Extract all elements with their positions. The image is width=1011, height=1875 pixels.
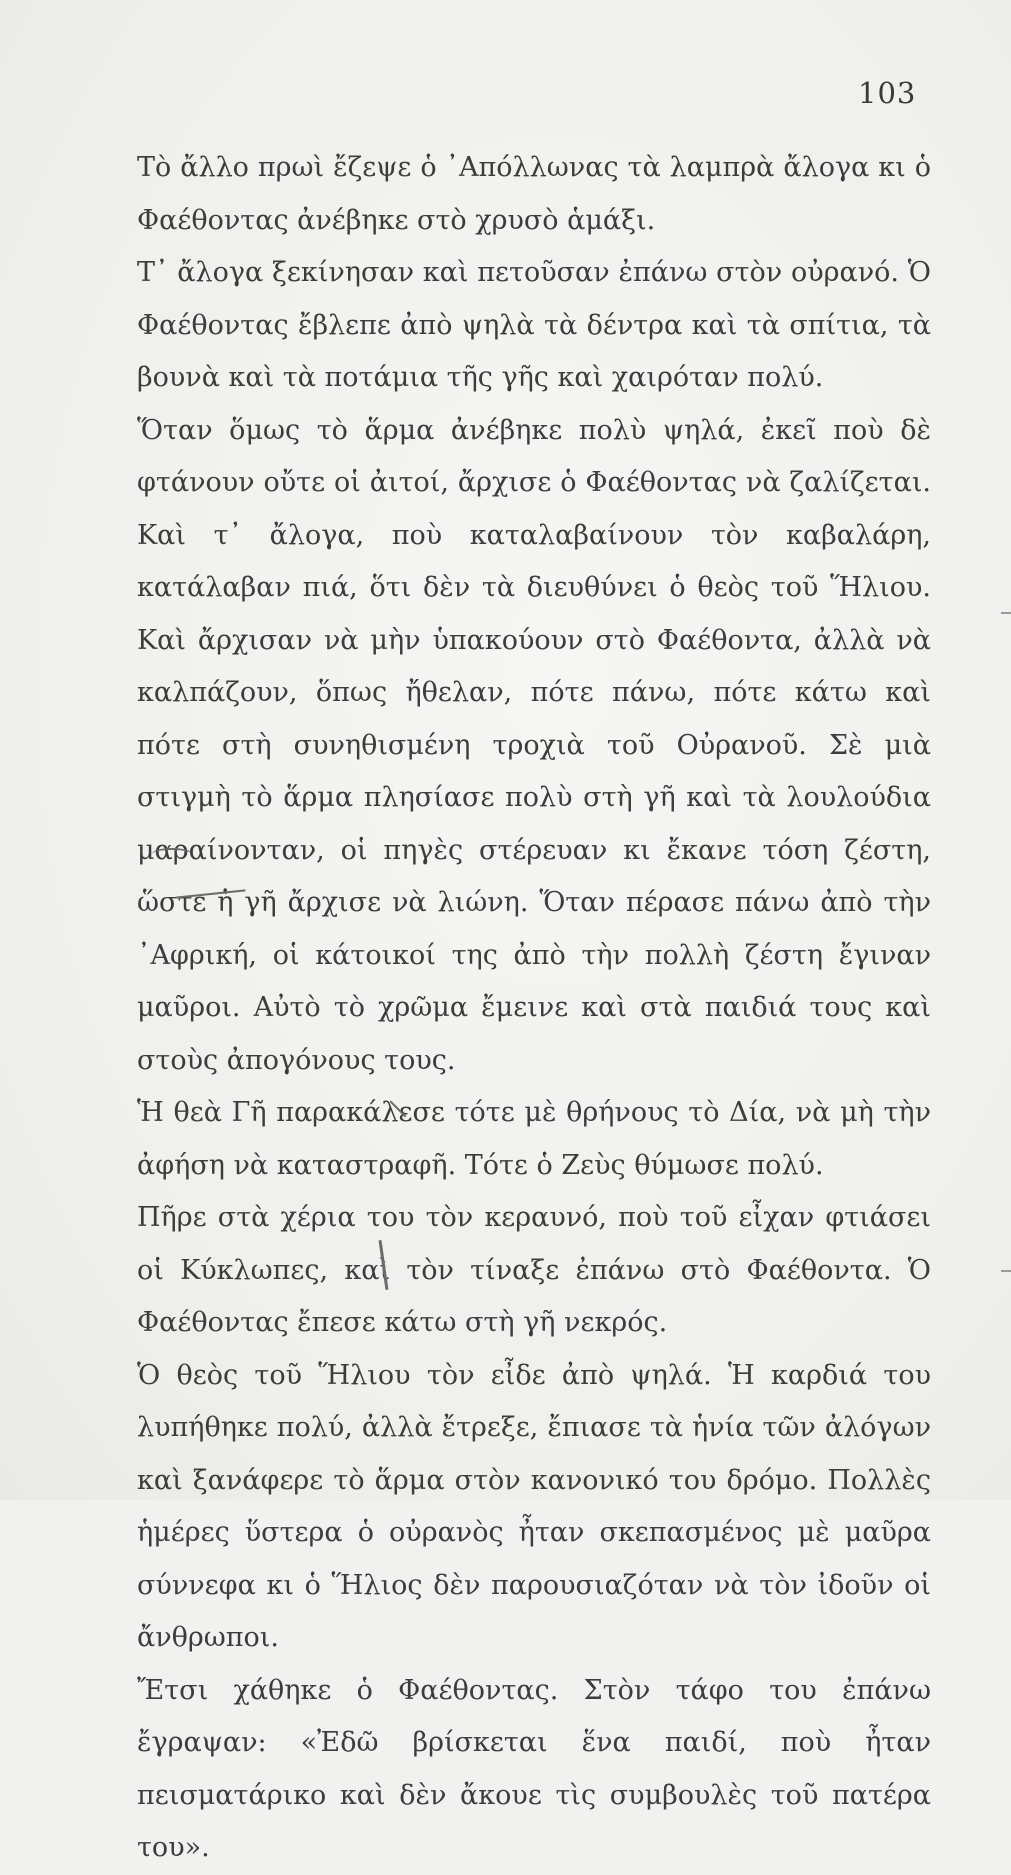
page-text bbox=[137, 142, 931, 1875]
paragraph: Ἡ θεὰ Γῆ παρακάλεσε τότε μὲ θρήνους τὸ Δία, νὰ μὴ τὴν ἀφήση νὰ καταστραφῆ. Τότε ὁ Ζεὺς θύμωσε πολύ. bbox=[137, 1097, 931, 1181]
paragraph: Πῆρε στὰ χέρια του τὸν κεραυνό, ποὺ τοῦ εἶχαν φτιάσει οἱ Κύκλωπες, καὶ τὸν τίναξε ἐπάνω στὸ Φαέθοντα. Ὁ Φαέθοντας ἔπεσε κάτω στὴ γῆ νεκρός. bbox=[137, 1202, 931, 1338]
paragraph: Ὁ θεὸς τοῦ Ἥλιου τὸν εἶδε ἀπὸ ψηλά. Ἡ καρδιά του λυπήθηκε πολύ, ἀλλὰ ἔτρεξε, ἔπιασε τὰ ἡνία τῶν ἀλόγων καὶ ξανάφερε τὸ ἅρμα στὸν κανονικό του δρόμο. Πολλὲς ἡμέρες ὕστερα ὁ οὐρανὸς ἦταν σκεπασμένος μὲ μαῦρα σύννεφα κι ὁ Ἥλιος δὲν παρουσιαζόταν νὰ τὸν ἰδοῦν οἱ ἄνθρωποι. bbox=[137, 1359, 931, 1653]
paragraph: Ἔτσι χάθηκε ὁ Φαέθοντας. Στὸν τάφο του ἐπάνω ἔγραψαν: «Ἐδῶ βρίσκεται ἕνα παιδί, ποὺ ἦταν πεισματάρικο καὶ δὲν ἄκουε τὶς συμβουλὲς τοῦ πατέρα του». bbox=[137, 1674, 931, 1863]
edge-mark bbox=[1001, 1270, 1011, 1272]
paragraph: Τ᾿ ἄλογα ξεκίνησαν καὶ πετοῦσαν ἐπάνω στὸν οὐρανό. Ὁ Φαέθοντας ἔβλεπε ἀπὸ ψηλὰ τὰ δέντρα καὶ τὰ σπίτια, τὰ βουνὰ καὶ τὰ ποτάμια τῆς γῆς καὶ χαιρόταν πολύ. bbox=[137, 257, 931, 393]
page-number: 103 bbox=[858, 76, 917, 110]
paragraph: Τὸ ἄλλο πρωὶ ἔζεψε ὁ ᾿Απόλλωνας τὰ λαμπρὰ ἄλογα κι ὁ Φαέθοντας ἀνέβηκε στὸ χρυσὸ ἁμάξι. bbox=[137, 152, 931, 236]
edge-mark bbox=[1001, 612, 1011, 614]
pencil-mark bbox=[152, 848, 192, 860]
paragraph: Ὅταν ὅμως τὸ ἅρμα ἀνέβηκε πολὺ ψηλά, ἐκεῖ ποὺ δὲ φτάνουν οὔτε οἱ ἀιτοί, ἄρχισε ὁ Φαέθοντας νὰ ζαλίζεται. Καὶ τ᾿ ἄλογα, ποὺ καταλαβαίνουν τὸν καβαλάρη, κατάλαβαν πιά, ὅτι δὲν τὰ διευθύνει ὁ θεὸς τοῦ Ἥλιου. Καὶ ἄρχισαν νὰ μὴν ὑπακούουν στὸ Φαέθοντα, ἀλλὰ νὰ καλπάζουν, ὅπως ἤθελαν, πότε πάνω, πότε κάτω καὶ πότε στὴ συνηθισμένη τροχιὰ τοῦ Οὐρανοῦ. Σὲ μιὰ στιγμὴ τὸ ἅρμα πλησίασε πολὺ στὴ γῆ καὶ τὰ λουλούδια μαραίνονταν, οἱ πηγὲς στέρευαν κι ἔκανε τόση ζέστη, ὥστε ἡ γῆ ἄρχισε νὰ λιώνη. Ὅταν πέρασε πάνω ἀπὸ τὴν ᾿Αφρική, οἱ κάτοικοί της ἀπὸ τὴν πολλὴ ζέστη ἔγιναν μαῦροι. Αὐτὸ τὸ χρῶμα ἔμεινε καὶ στὰ παιδιά τους καὶ στοὺς ἀπογόνους τους. bbox=[137, 414, 931, 1076]
